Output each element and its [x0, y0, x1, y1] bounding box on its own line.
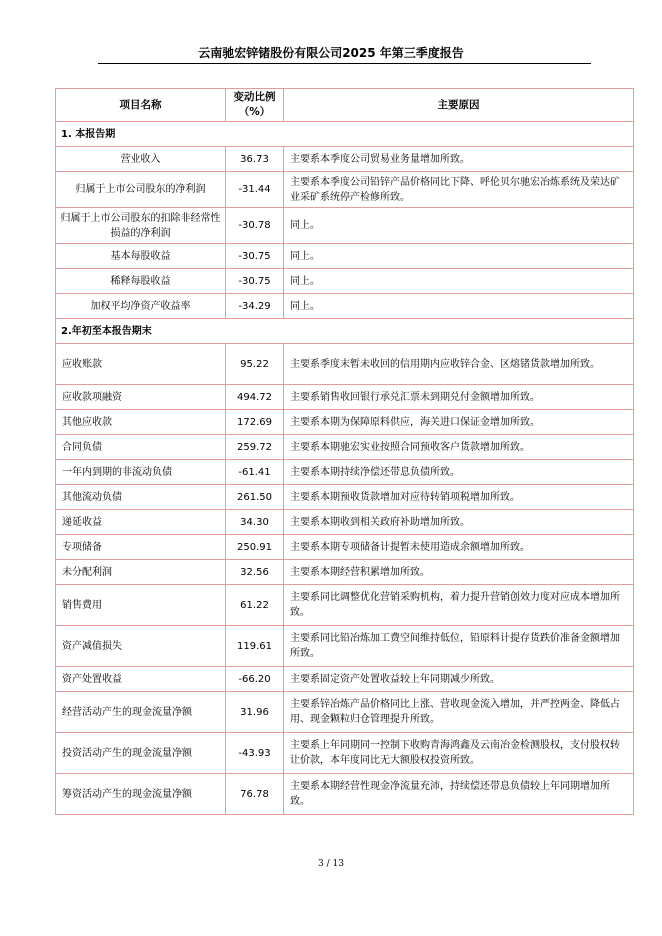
row-ratio: 494.72	[226, 385, 284, 410]
table-row	[56, 692, 634, 733]
table-row	[56, 535, 634, 560]
section-row-current-period	[56, 122, 634, 147]
row-ratio: -31.44	[226, 172, 284, 208]
row-reason: 主要系本期持续净偿还带息负债所致。	[284, 460, 634, 485]
table-row	[56, 667, 634, 692]
row-ratio: -43.93	[226, 733, 284, 774]
row-ratio: -30.78	[226, 208, 284, 244]
table-header-row	[56, 89, 634, 122]
row-ratio: 95.22	[226, 344, 284, 385]
row-reason: 同上。	[284, 208, 634, 244]
row-ratio: 34.30	[226, 510, 284, 535]
row-reason: 主要系本季度公司贸易业务量增加所致。	[284, 147, 634, 172]
row-item-name: 稀释每股收益	[56, 269, 226, 294]
table-row	[56, 147, 634, 172]
row-reason: 主要系本期收到相关政府补助增加所致。	[284, 510, 634, 535]
row-item-name: 其他应收款	[56, 410, 226, 435]
header-divider	[98, 63, 591, 64]
row-reason: 同上。	[284, 244, 634, 269]
table-row	[56, 560, 634, 585]
table-row	[56, 485, 634, 510]
row-item-name: 资产处置收益	[56, 667, 226, 692]
row-item-name: 一年内到期的非流动负债	[56, 460, 226, 485]
table-row	[56, 510, 634, 535]
row-reason: 主要系本期驰宏实业按照合同预收客户货款增加所致。	[284, 435, 634, 460]
row-reason: 主要系同比铅冶炼加工费空间维持低位，铅原料计提存货跌价准备金额增加所致。	[284, 626, 634, 667]
row-item-name: 应收账款	[56, 344, 226, 385]
table-row	[56, 626, 634, 667]
row-item-name: 加权平均净资产收益率	[56, 294, 226, 319]
row-reason: 主要系本季度公司铅锌产品价格同比下降、呼伦贝尔驰宏冶炼系统及荣达矿业采矿系统停产检修所致。	[284, 172, 634, 208]
table-row	[56, 385, 634, 410]
row-item-name: 销售费用	[56, 585, 226, 626]
row-reason: 主要系季度末暂未收回的信用期内应收锌合金、区熔锗货款增加所致。	[284, 344, 634, 385]
row-ratio: 76.78	[226, 774, 284, 815]
change-analysis-table	[55, 88, 634, 815]
row-item-name: 其他流动负债	[56, 485, 226, 510]
row-ratio: 261.50	[226, 485, 284, 510]
row-ratio: -66.20	[226, 667, 284, 692]
table-row	[56, 208, 634, 244]
row-item-name: 经营活动产生的现金流量净额	[56, 692, 226, 733]
table-row	[56, 244, 634, 269]
row-ratio: 172.69	[226, 410, 284, 435]
row-ratio: 31.96	[226, 692, 284, 733]
row-item-name: 归属于上市公司股东的净利润	[56, 172, 226, 208]
row-ratio: 61.22	[226, 585, 284, 626]
table-row	[56, 294, 634, 319]
row-ratio: 119.61	[226, 626, 284, 667]
row-ratio: -30.75	[226, 269, 284, 294]
row-ratio: -61.41	[226, 460, 284, 485]
row-item-name: 营业收入	[56, 147, 226, 172]
col-header-reason: 主要原因	[284, 89, 634, 122]
table-row	[56, 344, 634, 385]
row-item-name: 归属于上市公司股东的扣除非经常性损益的净利润	[56, 208, 226, 244]
section-title: 2.年初至本报告期末	[56, 319, 634, 344]
row-ratio: 36.73	[226, 147, 284, 172]
row-reason: 主要系上年同期同一控制下收购青海鸿鑫及云南冶金检测股权，支付股权转让价款，本年度同比无大额股权投资所致。	[284, 733, 634, 774]
row-ratio: -34.29	[226, 294, 284, 319]
row-reason: 同上。	[284, 269, 634, 294]
row-item-name: 资产减值损失	[56, 626, 226, 667]
table-row	[56, 733, 634, 774]
row-reason: 主要系固定资产处置收益较上年同期减少所致。	[284, 667, 634, 692]
row-item-name: 投资活动产生的现金流量净额	[56, 733, 226, 774]
row-reason: 同上。	[284, 294, 634, 319]
row-item-name: 应收款项融资	[56, 385, 226, 410]
row-ratio: -30.75	[226, 244, 284, 269]
row-ratio: 32.56	[226, 560, 284, 585]
page-number: 3 / 13	[318, 859, 344, 869]
table-row	[56, 435, 634, 460]
table-row	[56, 585, 634, 626]
row-reason: 主要系锌冶炼产品价格同比上涨、营收现金流入增加，并严控两金、降低占用、现金颗粒归仓管理提升所致。	[284, 692, 634, 733]
col-header-name: 项目名称	[56, 89, 226, 122]
row-item-name: 专项储备	[56, 535, 226, 560]
row-reason: 主要系本期经营积累增加所致。	[284, 560, 634, 585]
row-ratio: 250.91	[226, 535, 284, 560]
row-reason: 主要系本期为保障原料供应，海关进口保证金增加所致。	[284, 410, 634, 435]
row-ratio: 259.72	[226, 435, 284, 460]
row-item-name: 基本每股收益	[56, 244, 226, 269]
table-row	[56, 172, 634, 208]
table-row	[56, 460, 634, 485]
table-row	[56, 410, 634, 435]
row-reason: 主要系本期专项储备计提暂未使用造成余额增加所致。	[284, 535, 634, 560]
col-header-ratio: 变动比例（%）	[226, 89, 284, 122]
row-reason: 主要系本期预收货款增加对应待转销项税增加所致。	[284, 485, 634, 510]
row-reason: 主要系本期经营性现金净流量充沛，持续偿还带息负债较上年同期增加所致。	[284, 774, 634, 815]
table-row	[56, 269, 634, 294]
row-item-name: 筹资活动产生的现金流量净额	[56, 774, 226, 815]
row-item-name: 递延收益	[56, 510, 226, 535]
row-reason: 主要系销售收回银行承兑汇票未到期兑付金额增加所致。	[284, 385, 634, 410]
row-item-name: 合同负债	[56, 435, 226, 460]
row-item-name: 未分配利润	[56, 560, 226, 585]
section-row-year-to-date	[56, 319, 634, 344]
table-row	[56, 774, 634, 815]
section-title: 1. 本报告期	[56, 122, 634, 147]
row-reason: 主要系同比调整优化营销采购机构，着力提升营销创效力度对应成本增加所致。	[284, 585, 634, 626]
page-header-title: 云南驰宏锌锗股份有限公司2025 年第三季度报告	[198, 46, 464, 60]
